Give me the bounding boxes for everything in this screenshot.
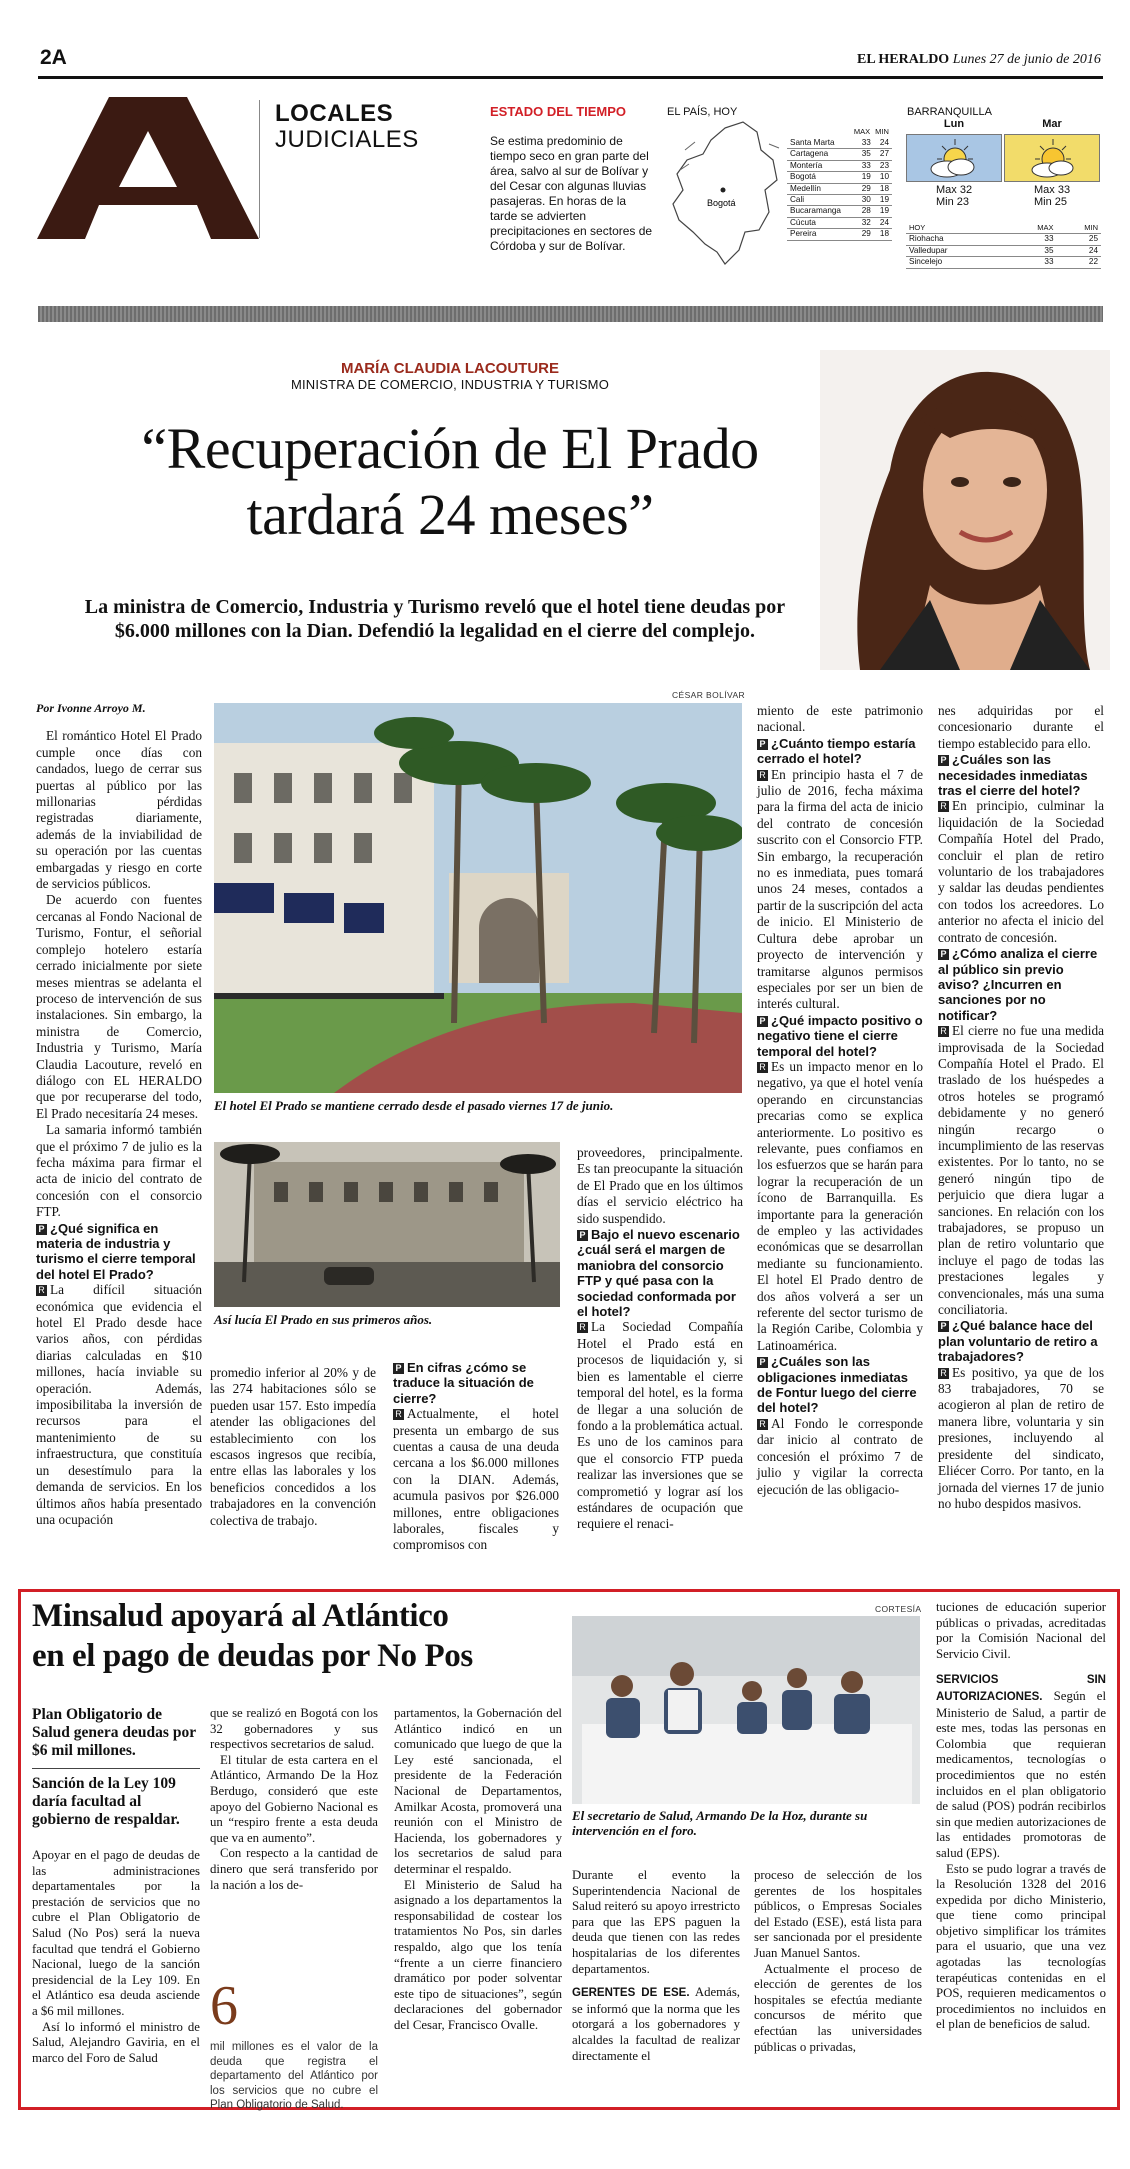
box-headline-2: en el pago de deudas por No Pos	[32, 1638, 473, 1674]
box-photo-credit: CORTESÍA	[875, 1604, 922, 1614]
big-number: 6	[210, 1975, 238, 2037]
question: P En cifras ¿cómo se traduce la situación de cierre?	[393, 1360, 534, 1406]
paragraph: El Ministerio de Salud ha asignado a los departamentos la responsabilidad de costear los tratamientos No Pos, sin darles respaldo, algo que los tenía “frente a un cierre financiero dramático por poder solventar este tipo de situaciones”, según declaraciones del gobernador del Cesar, Francisco Ovalle.	[394, 1877, 562, 2032]
article-column-1	[36, 700, 202, 1528]
paragraph: nes adquiridas por el concesionario durante el tiempo establecido para ello.	[938, 703, 1104, 751]
colombia-map	[665, 120, 795, 270]
country-temperature-table	[787, 127, 892, 241]
temp-max: 29	[856, 229, 874, 240]
temp-city: Santa Marta	[787, 138, 856, 149]
day-max: Max 32	[936, 184, 973, 196]
photo-credit: CÉSAR BOLÍVAR	[672, 690, 746, 700]
temp-max: 33	[856, 160, 874, 171]
temp-row	[787, 149, 892, 160]
paragraph-lead: GERENTES DE ESE.	[572, 1987, 690, 2000]
sun-cloud-icon	[1004, 134, 1100, 182]
article-column-4	[577, 1145, 743, 1533]
article-column-3	[393, 1360, 559, 1554]
temp-city: Bucaramanga	[787, 206, 856, 217]
temp-head-cell: HOY	[906, 223, 1006, 234]
day-forecast-mar	[1004, 118, 1100, 208]
question: P ¿Cuánto tiempo estaría cerrado el hotel?	[757, 735, 916, 767]
day-min: Min 25	[1034, 196, 1068, 208]
headline-line-2: tardará 24 meses”	[246, 482, 654, 547]
temp-max: 32	[856, 217, 874, 228]
answer: R El cierre no fue una medida improvisada de la Sociedad Compañía Hotel el Prado. El traslado de los huéspedes a otros hoteles se programó debidamente y no generó ningún recargo o incumplimiento de las reservas existentes. Por lo tanto, no se generó ningún tipo de perjuicio que diera lugar a sanciones. En relación con los trabajadores, se propuso un plan de retiro voluntario que incluye el pago de todas las prestaciones legales y convencionales, más una suma conciliatoria.	[938, 1023, 1104, 1318]
answer: R En principio, culminar la liquidación de la Sociedad Compañía Hotel del Prado, concluir el plan de retiro voluntario de los trabajadores y saldar las deudas pendientes con todos los acreedores. Lo anterior no afecta el inicio del contrato de concesión.	[938, 798, 1104, 945]
answer: R En principio hasta el 7 de julio de 2016, fecha máxima para la firma del acta de inicio del contrato de concesión suscrito con el Consorcio FTP. Sin embargo, la recuperación no es inmediata, pues tomará unos 24 meses, contados a partir de la suscripción del acta de inicio. El Ministerio de Cultura debe aprobar un proyecto de intervención y tramitarse algunos permisos especiales por ser un bien de interés cultural.	[757, 766, 923, 1012]
answer: R Es positivo, ya que de los 83 trabajadores, 70 se acogieron al plan de retiro de manera libre, voluntaria y sin presiones, incluyendo al presidente del sindicato, Eliécer Corro. Por tanto, en la jornada del viernes 17 de junio no hubo despidos masivos.	[938, 1364, 1104, 1511]
paragraph: Apoyar en el pago de deudas de las administraciones departamentales por la prestación de servicios que no cubre el Plan Obligatorio de Salud (No Pos) será la nueva facultad que tendrá el Gobierno Nacional, luego de la sanción presidencial de la Ley 109. En el Atlántico esa deuda asciende a $6 mil millones.	[32, 1848, 200, 2018]
temp-max: 19	[856, 172, 874, 183]
temp-city: Montería	[787, 160, 856, 171]
local-temperature-table	[906, 223, 1101, 269]
temp-max: 30	[856, 195, 874, 206]
temp-head-cell: MAX	[1006, 223, 1056, 234]
temp-row	[787, 217, 892, 228]
question: P Bajo el nuevo escenario ¿cuál será el margen de maniobra del consorcio FTP y qué pasa con la sociedad conformada por el hotel?	[577, 1227, 740, 1320]
paragraph: proveedores, principalmente. Es tan preocupante la situación de El Prado que en los últimos días el servicio eléctrico ha sido suspendido.	[577, 1145, 743, 1226]
paragraph: que se realizó en Bogotá con los 32 gobernadores y sus respectivos secretarios de salud.	[210, 1706, 378, 1752]
day-name: Lun	[943, 118, 965, 130]
temp-min: 10	[874, 172, 892, 183]
answer: R Al Fondo le corresponde dar inicio al contrato de concesión el próximo 7 de julio y vigilar la correcta ejecución de las obligacio-	[757, 1415, 923, 1497]
day-name: Mar	[1042, 118, 1062, 130]
temp-min: 24	[874, 138, 892, 149]
temp-min: 18	[874, 229, 892, 240]
question: P ¿Cuáles son las obligaciones inmediatas de Fontur luego del cierre del hotel?	[757, 1354, 917, 1416]
temp-row	[787, 206, 892, 217]
box-column-4	[572, 1868, 740, 2064]
paragraph: El titular de esta cartera en el Atlántico, Armando De la Hoz Berdugo, consideró que este apoyo del Gobierno Nacional es un “respiro frente a esta deuda que va en aumento”.	[210, 1752, 378, 1845]
question: P ¿Qué significa en materia de industria y turismo el cierre temporal del hotel El Prado?	[36, 1220, 196, 1282]
country-weather-label: EL PAÍS, HOY	[667, 106, 738, 118]
page-number: 2A	[40, 46, 67, 69]
paragraph: El romántico Hotel El Prado cumple once días con candados, luego de cerrar sus puertas al público por las millonarias pérdidas registradas diariamente, además de la inviabilidad de su operación por las cuentas embargadas y riesgo en corte de servicios públicos.	[36, 728, 202, 892]
temp-table-head	[906, 223, 1101, 234]
box-column-3	[394, 1706, 562, 2033]
temp-row	[787, 183, 892, 194]
headline-line-1: “Recuperación de El Prado	[141, 416, 759, 481]
paragraph: Actualmente el proceso de elección de gerentes de los hospitales se efectúa mediante concursos de mérito que efectúan las universidades públicas o privadas,	[754, 1961, 922, 2054]
kicker-role: MINISTRA DE COMERCIO, INDUSTRIA Y TURISMO	[290, 377, 610, 392]
section-divider	[259, 100, 260, 238]
temp-row	[787, 138, 892, 149]
paragraph: proceso de selección de los gerentes de los hospitales públicos, o Empresas Sociales del Estado (ESE), está lista para ser sancionada por el presidente Juan Manuel Santos.	[754, 1868, 922, 1960]
paragraph: partamentos, la Gobernación del Atlántico indicó en un comunicado que luego de que la Ley esté sancionada, el presidente de la Federación Nacional de Departamentos, Amilkar Acosta, promoverá una reunión con el Ministro de Hacienda, los gobernadores y los secretarios de salud para determinar el respaldo.	[394, 1706, 562, 1876]
temp-row	[787, 229, 892, 240]
temp-max: 33	[1006, 234, 1056, 245]
box-column-2	[210, 1706, 378, 1893]
answer: R Es un impacto menor en lo negativo, ya que el hotel venía operando en circunstancias precarias como se explica anteriormente. Lo positivo es relevante, pues confiamos en los esfuerzos que se harán para lograr la recuperación de un ícono de Barranquilla. Es importante para la generación de empleo y las actividades económicas que se desarrollan mediante su funcionamiento. El hotel El Prado dentro de dos años volverá a ser un referente del sector turismo de la Región Caribe, Colombia y Latinoamérica.	[757, 1058, 923, 1353]
local-temps	[906, 223, 1101, 269]
temp-min: 24	[1057, 245, 1102, 256]
deck-line-1: La ministra de Comercio, Industria y Turismo reveló que el hotel tiene deudas por	[84, 596, 786, 618]
question: P ¿Cómo analiza el cierre al público sin previo aviso? ¿Incurren en sanciones por no notificar?	[938, 946, 1098, 1023]
temp-min: 19	[874, 195, 892, 206]
section-letter	[37, 97, 259, 239]
temp-max: 35	[856, 149, 874, 160]
temp-row	[787, 195, 892, 206]
paragraph: Esto se pudo lograr a través de la Resolución 1328 del 2016 expedida por dicho Ministerio, que tiene como principal objetivo simplificar los trámites para el usuario, que una vez agotadas las tecnologías terapéuticas contenidas en el POS, requieren medicamentos o procedimientos no incluidos en el plan de beneficios de salud.	[936, 1861, 1106, 2032]
section-band	[38, 306, 1103, 322]
map-city-label: Bogotá	[707, 198, 736, 208]
article-column-5	[757, 703, 923, 1498]
masthead-line	[857, 52, 1101, 68]
hotel-prado-photo	[214, 703, 742, 1093]
forum-photo	[572, 1616, 920, 1804]
answer: R La difícil situación económica que evidencia el hotel El Prado desde hace varios años, con pérdidas diarias calculadas en $10 millones, hacía inviable su operación. Además, imposibilitaba la inversión de recursos para el mantenimiento de su infraestructura, que constituía un desestímulo para la demanda de servicios. En los últimos años había presentado una ocupación	[36, 1282, 202, 1527]
temp-min: 23	[874, 160, 892, 171]
box-column-6	[936, 1600, 1106, 2033]
answer: R La Sociedad Compañía Hotel el Prado está en procesos de liquidación y, si bien es lamentable el cierre temporal del hotel, es la forma de llegar a una solución de fondo a la problemática actual. Es uno de los caminos para que el consorcio FTP pueda realizar las inversiones que se comprometió y lograr así los estándares de ocupación que requiere el renaci-	[577, 1319, 743, 1532]
kicker-name: MARÍA CLAUDIA LACOUTURE	[340, 360, 560, 377]
box-column-1	[32, 1848, 200, 2066]
temp-max: 29	[856, 183, 874, 194]
temp-row	[906, 234, 1101, 245]
paragraph: La samaria informó también que el próximo 7 de julio es la fecha máxima para firmar el acta de inicio del contrato de concesión con el consorcio FTP.	[36, 1122, 202, 1220]
country-max-head: MAX	[853, 127, 871, 136]
temp-row	[787, 172, 892, 183]
big-number-caption: mil millones es el valor de la deuda que registra el departamento del Atlántico por los servicios que no cubre el Plan Obligatorio de Salud.	[210, 2041, 378, 2111]
temp-city: Cartagena	[787, 149, 856, 160]
temp-row	[787, 160, 892, 171]
temp-row	[906, 245, 1101, 256]
temp-city: Bogotá	[787, 172, 856, 183]
weather-forecast-text: Se estima predominio de tiempo seco en gran parte del área, salvo al sur de Bolívar y del Cesar con algunas lluvias pasajeras. En horas de la tarde se advierten precipitaciones en sectores de Córdoba y sur de Bolívar.	[490, 134, 653, 253]
sun-cloud-icon	[906, 134, 1002, 182]
box-column-5	[754, 1868, 922, 2055]
temp-min: 18	[874, 183, 892, 194]
country-temps	[787, 138, 892, 241]
local-weather-label: BARRANQUILLA	[907, 106, 992, 118]
paragraph: SERVICIOS SIN AUTORIZACIONES. Según el Ministerio de Salud, a partir de este mes, todas las personas en Colombia que requieran medicamentos, tecnologías o procedimientos que no estén incluidos en el plan obligatorio de salud (POS) podrán recibirlos sin que medien autorizaciones de las entidades promotoras de salud (EPS).	[936, 1674, 1106, 1860]
country-min-head: MIN	[875, 127, 889, 136]
section-letter-shape	[37, 97, 259, 239]
question: P ¿Cuáles son las necesidades inmediatas tras el cierre del hotel?	[938, 752, 1088, 799]
section-name-1: LOCALES	[275, 100, 394, 127]
article-column-6	[938, 703, 1104, 1512]
temp-max: 28	[856, 206, 874, 217]
temp-city: Cali	[787, 195, 856, 206]
answer: R Actualmente, el hotel presenta un embargo de sus cuentas a causa de una deuda cercana a los $6.000 millones con la DIAN. Además, acumula pasivos por $26.000 millones, entre obligaciones laborales, fiscales y compromisos con	[393, 1406, 559, 1553]
paragraph: tuciones de educación superior públicas o privadas, acreditadas por la Comisión Nacional del Servicio Civil.	[936, 1600, 1106, 1661]
temp-max: 33	[1006, 257, 1056, 268]
day-forecast-lun	[906, 118, 1002, 208]
article-column-2	[210, 1365, 376, 1529]
temp-city: Riohacha	[906, 234, 1006, 245]
day-max: Max 33	[1034, 184, 1071, 196]
section-name-2: JUDICIALES	[275, 126, 419, 153]
paragraph: Con respecto a la cantidad de dinero que será transferido por la nación a los de-	[210, 1846, 378, 1892]
temp-head-cell: MIN	[1057, 223, 1102, 234]
paragraph: Durante el evento la Superintendencia Nacional de Salud reiteró su apoyo irrestricto para que las EPS paguen la deuda que tienen con las redes hospitalarias de los diferentes departamentos.	[572, 1868, 740, 1976]
question: P ¿Qué balance hace del plan voluntario de retiro a trabajadores?	[938, 1318, 1098, 1365]
weather-title: ESTADO DEL TIEMPO	[490, 104, 627, 119]
paragraph: GERENTES DE ESE. Además, se informó que la norma que les otorgará a los gobernadores y alcaldes la facultad de realizar directamente el	[572, 1985, 740, 2063]
temp-city: Cúcuta	[787, 217, 856, 228]
temp-min: 19	[874, 206, 892, 217]
deck-line-2: $6.000 millones con la Dian. Defendió la legalidad en el cierre del complejo.	[114, 620, 756, 642]
hotel-prado-old-photo	[214, 1142, 560, 1307]
temp-city: Pereira	[787, 229, 856, 240]
paper-name: EL HERALDO	[857, 52, 950, 67]
temp-city: Valledupar	[906, 245, 1006, 256]
colombia-map-icon	[665, 120, 795, 270]
temp-min: 22	[1057, 257, 1102, 268]
question: P ¿Qué impacto positivo o negativo tiene el cierre temporal del hotel?	[757, 1012, 923, 1059]
paragraph: promedio inferior al 20% y de las 274 habitaciones sólo se pueden usar 157. Esto impedía atender las obligaciones del establecimiento con los escasos ingresos que recibía, entre ellas las laborales y los beneficios concedidos a los trabajadores en la convención colectiva de trabajo.	[210, 1365, 376, 1528]
box-subhead-1: Plan Obligatorio de Salud genera deudas por $6 mil millones.	[32, 1706, 196, 1759]
byline: Por Ivonne Arroyo M.	[36, 701, 146, 715]
temp-min: 25	[1057, 234, 1102, 245]
box-subhead-2: Sanción de la Ley 109 daría facultad al gobierno de respaldar.	[32, 1775, 180, 1828]
issue-date: Lunes 27 de junio de 2016	[952, 52, 1101, 67]
temp-min: 27	[874, 149, 892, 160]
header-rule	[38, 76, 1103, 79]
temp-city: Medellín	[787, 183, 856, 194]
paragraph: Así lo informó el ministro de Salud, Alejandro Gaviria, en el marco del Foro de Salud	[32, 2019, 200, 2065]
temp-max: 35	[1006, 245, 1056, 256]
paragraph-lead: SERVICIOS SIN AUTORIZACIONES.	[936, 1674, 1106, 1703]
box-photo-caption: El secretario de Salud, Armando De la Hoz, durante su intervención en el foro.	[572, 1808, 868, 1838]
subhead-divider	[32, 1768, 200, 1769]
temp-max: 33	[856, 138, 874, 149]
day-min: Min 23	[936, 196, 970, 208]
temp-row	[906, 257, 1101, 268]
photo-caption: El hotel El Prado se mantiene cerrado desde el pasado viernes 17 de junio.	[214, 1098, 614, 1113]
paragraph: De acuerdo con fuentes cercanas al Fondo Nacional de Turismo, Fontur, el señorial complejo hotelero estaría cerrado inicialmente por siete meses mientras se adelanta el proceso de intervención de sus instalaciones. Sin embargo, la ministra de Comercio, Industria y Turismo, María Claudia Lacouture, reveló en diálogo con EL HERALDO que por recuperarse del todo, El Prado necesitaría 24 meses.	[36, 892, 202, 1121]
box-headline-1: Minsalud apoyará al Atlántico	[32, 1598, 449, 1634]
temp-min: 24	[874, 217, 892, 228]
temp-city: Sincelejo	[906, 257, 1006, 268]
paragraph: miento de este patrimonio nacional.	[757, 703, 923, 735]
minister-portrait	[820, 350, 1110, 670]
photo-caption-2: Así lucía El Prado en sus primeros años.	[214, 1312, 433, 1327]
